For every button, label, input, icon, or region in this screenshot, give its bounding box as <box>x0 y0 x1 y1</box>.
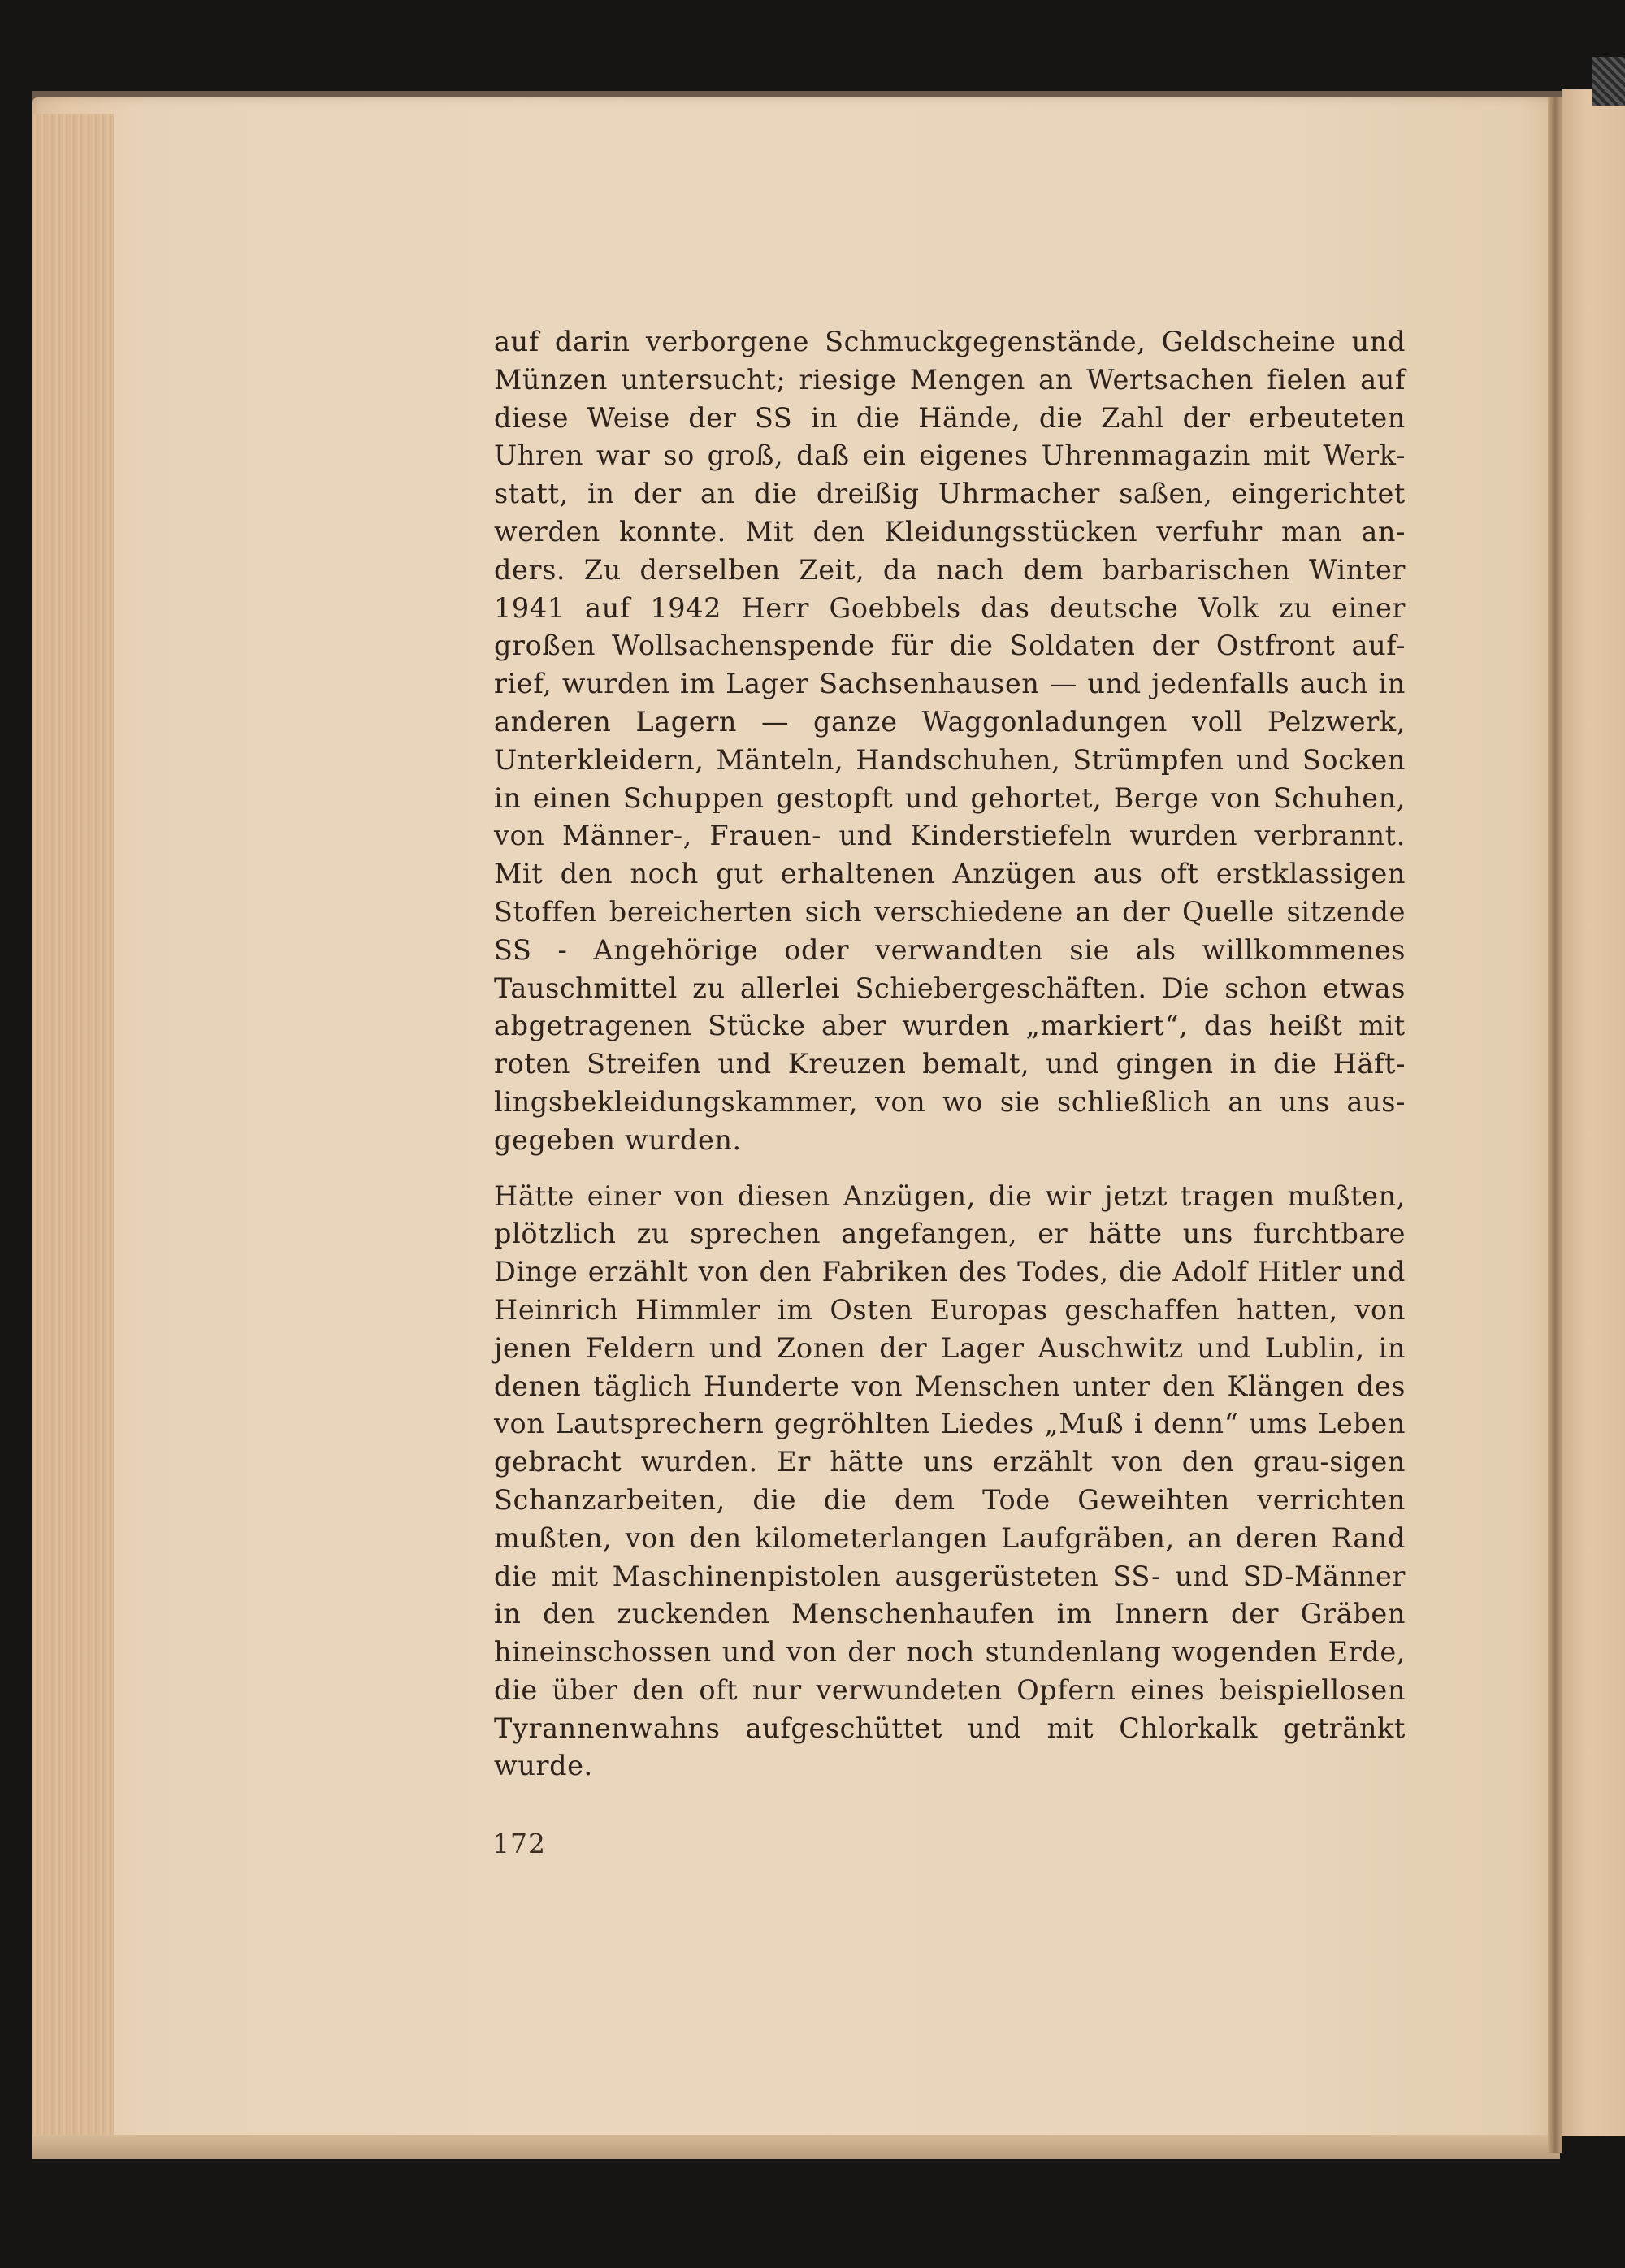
book-binding <box>1592 57 1625 106</box>
body-text <box>494 323 1406 1785</box>
page-gutter <box>1548 97 1562 2153</box>
page-stack-edge <box>32 114 114 2145</box>
paragraph-1: auf darin verborgene Schmuckgegenstände, Geldscheine und Münzen untersucht; riesige Mengen an Wertsachen fielen auf diese Weise der SS in die Hände, die Zahl der erbeuteten Uhren war so groß, daß ein eigenes Uhrenmagazin mit Werk-statt, in der an die dreißig Uhrmacher saßen, eingerichtet werden konnte. Mit den Kleidungsstücken verfuhr man an-ders. Zu derselben Zeit, da nach dem barbarischen Winter 1941 auf 1942 Herr Goebbels das deutsche Volk zu einer großen Wollsachenspende für die Soldaten der Ostfront auf-rief, wurden im Lager Sachsenhausen — und jedenfalls auch in anderen Lagern — ganze Waggonladungen voll Pelzwerk, Unterkleidern, Mänteln, Handschuhen, Strümpfen und Socken in einen Schuppen gestopft und gehortet, Berge von Schuhen, von Männer-, Frauen- und Kinderstiefeln wurden verbrannt. Mit den noch gut erhaltenen Anzügen aus oft erstklassigen Stoffen bereicherten sich verschiedene an der Quelle sitzende SS - Angehörige oder verwandten sie als willkommenes Tauschmittel zu allerlei Schiebergeschäften. Die schon etwas abgetragenen Stücke aber wurden „markiert“, das heißt mit roten Streifen und Kreuzen bemalt, und gingen in die Häft-lingsbekleidungskammer, von wo sie schließlich an uns aus-gegeben wurden. <box>494 326 1406 1156</box>
paragraph-2: Hätte einer von diesen Anzügen, die wir jetzt tragen mußten, plötzlich zu sprechen angefangen, er hätte uns furchtbare Dinge erzählt von den Fabriken des Todes, die Adolf Hitler und Heinrich Himmler im Osten Europas geschaffen hatten, von jenen Feldern und Zonen der Lager Auschwitz und Lublin, in denen täglich Hunderte von Menschen unter den Klängen des von Lautsprechern gegröhlten Liedes „Muß i denn“ ums Leben gebracht wurden. Er hätte uns erzählt von den grau-sigen Schanzarbeiten, die die dem Tode Geweihten verrichten mußten, von den kilometerlangen Laufgräben, an deren Rand die mit Maschinenpistolen ausgerüsteten SS- und SD-Männer in den zuckenden Menschenhaufen im Innern der Gräben hineinschossen und von der noch stundenlang wogenden Erde, die über den oft nur verwundeten Opfern eines beispiellosen Tyrannenwahns aufgeschüttet und mit Chlorkalk getränkt wurde. <box>494 1179 1406 1782</box>
facing-page-edge <box>1562 89 1625 2136</box>
page-number: 172 <box>492 1828 546 1859</box>
page-bottom-edge <box>32 2135 1560 2159</box>
